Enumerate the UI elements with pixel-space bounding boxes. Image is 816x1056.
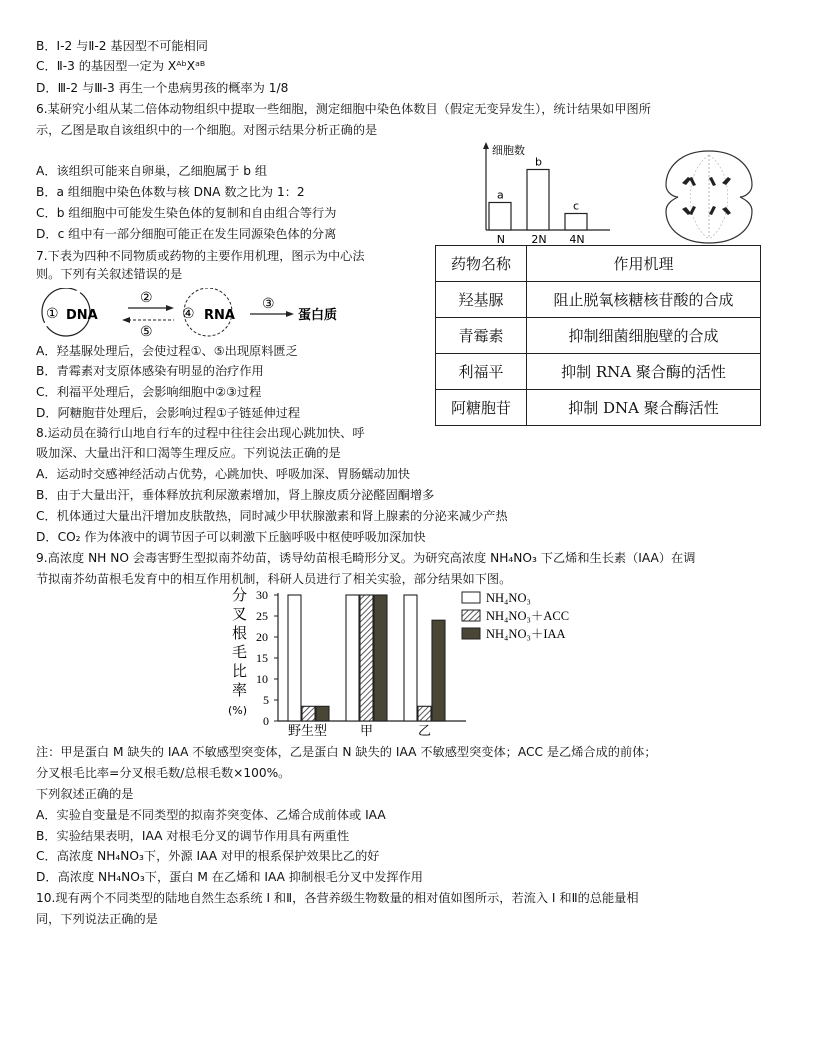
y-tick-label: 30 (256, 588, 268, 602)
q9-option-b: B．实验结果表明，IAA 对根毛分叉的调节作用具有两重性 (36, 829, 350, 843)
x-category-label: 乙 (418, 724, 432, 739)
y-tick-label: 5 (263, 693, 269, 707)
y-axis-label-char: 分 (232, 586, 248, 604)
rna-label: RNA (204, 308, 235, 323)
y-tick-label: 25 (256, 609, 268, 623)
y-tick-label: 10 (256, 672, 268, 686)
q5-option-c: C．Ⅱ-3 的基因型一定为 XᴬᵇXᵃᴮ (36, 59, 206, 73)
cell-count-category-label: 4N (569, 233, 585, 246)
q9-option-d: D．高浓度 NH₄NO₃下，蛋白 M 在乙烯和 IAA 抑制根毛分叉中发挥作用 (36, 870, 423, 884)
root-hair-bar (302, 706, 315, 721)
q9-stem-2: 节拟南芥幼苗根毛发育中的相互作用机制，科研人员进行了相关实验，部分结果如下图。 (36, 572, 512, 586)
y-axis-label-char: 根 (232, 624, 248, 642)
q10-stem-1: 10.现有两个不同类型的陆地自然生态系统 Ⅰ 和Ⅱ，各营养级生物数量的相对值如图所示，若流入 Ⅰ 和Ⅱ的总能量相 (36, 891, 639, 905)
q7-option-a: A．羟基脲处理后，会使过程①、⑤出现原料匮乏 (36, 344, 298, 358)
root-hair-bar (346, 595, 359, 721)
drug-mechanism: 抑制细菌细胞壁的合成 (527, 318, 761, 354)
root-hair-bar (360, 595, 373, 721)
cell-count-bar-label: a (497, 188, 504, 202)
process-4-label: ④ (182, 306, 195, 322)
y-tick-label: 20 (256, 630, 268, 644)
y-axis-label-char: 率 (232, 681, 248, 699)
q7-option-d: D．阿糖胞苷处理后，会影响过程①子链延伸过程 (36, 406, 301, 420)
drug-mechanism: 抑制 DNA 聚合酶活性 (527, 390, 761, 426)
q8-option-b: B．由于大量出汗，垂体释放抗利尿激素增加，肾上腺皮质分泌醛固酮增多 (36, 488, 435, 502)
q8-option-c: C．机体通过大量出汗增加皮肤散热，同时减少甲状腺激素和肾上腺素的分泌来减少产热 (36, 509, 508, 523)
cell-count-bar (565, 214, 587, 231)
q9-option-a: A．实验自变量是不同类型的拟南芥突变体、乙烯合成前体或 IAA (36, 808, 386, 822)
y-tick-label: 0 (263, 714, 269, 728)
q9-stem-1: 9.高浓度 NH NO 会毒害野生型拟南芥幼苗，诱导幼苗根毛畸形分叉。为研究高浓度 NH₄NO₃ 下乙烯和生长素（IAA）在调 (36, 551, 696, 565)
legend-label: NH₄NO₃＋ACC (486, 609, 570, 623)
root-hair-bar (418, 706, 431, 721)
drug-name: 利福平 (436, 354, 527, 390)
table-header-mechanism: 作用机理 (527, 246, 761, 282)
q6-option-c: C．b 组细胞中可能发生染色体的复制和自由组合等行为 (36, 206, 337, 220)
q6-option-a: A．该组织可能来自卵巢，乙细胞属于 b 组 (36, 164, 268, 178)
q8-stem-2: 吸加深、大量出汗和口渴等生理反应。下列说法正确的是 (36, 446, 341, 460)
y-axis-label-char: 比 (232, 662, 248, 680)
legend-swatch (462, 610, 480, 621)
drug-name: 青霉素 (436, 318, 527, 354)
q8-stem-1: 8.运动员在骑行山地自行车的过程中往往会出现心跳加快、呼 (36, 426, 365, 440)
q6-option-b: B．a 组细胞中染色体数与核 DNA 数之比为 1：2 (36, 185, 305, 199)
legend-swatch (462, 592, 480, 603)
q7-option-b: B．青霉素对支原体感染有明显的治疗作用 (36, 364, 264, 378)
y-axis-label-char: (%) (228, 704, 248, 717)
root-hair-bar (432, 620, 445, 721)
dna-label: DNA (66, 308, 98, 323)
cell-count-category-label: N (496, 233, 505, 246)
table-row (436, 282, 761, 318)
drug-name: 阿糖胞苷 (436, 390, 527, 426)
drug-mechanism: 阻止脱氧核糖核苷酸的合成 (527, 282, 761, 318)
cell-count-category-label: 2N (531, 233, 547, 246)
q6-stem-1: 6.某研究小组从某二倍体动物组织中提取一些细胞，测定细胞中染色体数目（假定无变异发生），统计结果如甲图所 (36, 102, 651, 116)
cell-chart-ylabel: 细胞数 (492, 144, 525, 157)
protein-label: 蛋白质 (298, 308, 338, 323)
table-header-drug: 药物名称 (436, 246, 527, 282)
legend-swatch (462, 628, 480, 639)
process-3-label: ③ (262, 296, 275, 312)
x-category-label: 甲 (360, 724, 374, 739)
legend-label: NH₄NO₃＋IAA (486, 627, 566, 641)
table-row (436, 354, 761, 390)
cell-count-bar (527, 170, 549, 231)
cell-count-chart (470, 138, 620, 246)
table-row (436, 390, 761, 426)
legend-label: NH₄NO₃ (486, 591, 531, 605)
root-hair-bar (404, 595, 417, 721)
q7-option-c: C．利福平处理后，会影响细胞中②③过程 (36, 385, 262, 399)
cell-count-bar-label: c (573, 199, 580, 213)
y-axis-label-char: 叉 (232, 605, 248, 623)
cell-count-bar (489, 203, 511, 231)
q9-note-2: 分叉根毛比率=分叉根毛数/总根毛数×100%。 (36, 766, 291, 780)
root-hair-bar (316, 706, 329, 721)
drug-mechanism: 抑制 RNA 聚合酶的活性 (527, 354, 761, 390)
root-hair-chart (226, 586, 596, 744)
cell-count-bar-label: b (535, 155, 542, 169)
drug-mechanism-table (435, 245, 761, 426)
process-5-label: ⑤ (140, 324, 153, 340)
y-axis-label-char: 毛 (232, 643, 248, 661)
q8-option-a: A．运动时交感神经活动占优势，心跳加快、呼吸加深、胃肠蠕动加快 (36, 467, 410, 481)
process-2-label: ② (140, 290, 153, 306)
q5-option-b: B．Ⅰ-2 与Ⅱ-2 基因型不可能相同 (36, 39, 208, 53)
x-category-label: 野生型 (288, 724, 328, 739)
table-header-row (436, 246, 761, 282)
dividing-cell-figure (664, 147, 754, 247)
q9-question: 下列叙述正确的是 (36, 787, 134, 801)
central-dogma-diagram (36, 288, 356, 340)
q10-stem-2: 同，下列说法正确的是 (36, 912, 158, 926)
table-row (436, 318, 761, 354)
q8-option-d: D．CO₂ 作为体液中的调节因子可以刺激下丘脑呼吸中枢使呼吸加深加快 (36, 530, 426, 544)
root-hair-bar (288, 595, 301, 721)
drug-name: 羟基脲 (436, 282, 527, 318)
q5-option-d: D．Ⅲ-2 与Ⅲ-3 再生一个患病男孩的概率为 1/8 (36, 81, 289, 95)
y-tick-label: 15 (256, 651, 268, 665)
q7-stem-1: 7.下表为四种不同物质或药物的主要作用机理，图示为中心法 (36, 249, 365, 263)
q7-stem-2: 则。下列有关叙述错误的是 (36, 267, 183, 281)
root-hair-bar (374, 595, 387, 721)
q6-option-d: D．c 组中有一部分细胞可能正在发生同源染色体的分离 (36, 227, 337, 241)
q6-stem-2: 示，乙图是取自该组织中的一个细胞。对图示结果分析正确的是 (36, 123, 378, 137)
q9-option-c: C．高浓度 NH₄NO₃下，外源 IAA 对甲的根系保护效果比乙的好 (36, 849, 380, 863)
q9-note-1: 注：甲是蛋白 M 缺失的 IAA 不敏感型突变体，乙是蛋白 N 缺失的 IAA 不敏感型突变体；ACC 是乙烯合成的前体； (36, 745, 657, 759)
process-1-label: ① (46, 306, 59, 322)
